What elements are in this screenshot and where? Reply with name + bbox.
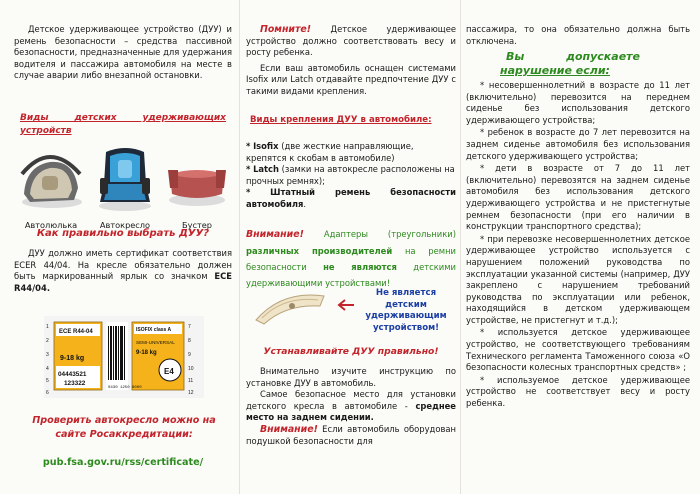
violations-heading-1a: Вы [506,50,525,63]
adapter-warning-text-5: детскими удерживающими устройствами! [246,262,456,288]
arrow-left-icon [336,298,356,312]
airbag-text: Если автомобиль оборудован подушкой безопасности для [246,423,456,446]
mount-item-latch [246,164,456,187]
airbag-label: Внимание! [260,423,318,435]
mount-desc: (две жесткие направляющие, крепятся к скобам в автомобиле) [246,141,414,163]
seat-caption-car-seat: Автокресло [99,220,151,230]
airbag-paragraph [246,424,456,447]
mount-bullet: * [246,187,251,198]
choose-heading: Как правильно выбрать ДУУ? [36,228,210,239]
label-right-weight: 9-18 kg [136,350,157,356]
callout-3: 3 [46,352,49,358]
booster-image [162,144,232,214]
safe-place-text: Самое безопасное место для установки детского кресла в автомобиле - [246,389,456,411]
mount-bullet: * [246,141,251,151]
label-left-code2: 123322 [64,380,86,387]
seat-caption-infant: Автолюлька [24,220,78,230]
remember-label: Помните! [260,24,312,35]
adapter-warning-text-1: Адаптеры (треугольники) [303,229,456,239]
callout-8: 8 [188,338,191,344]
seat-types-figure [14,144,232,234]
belt-adapter-image [252,288,328,328]
seat-types-heading: Виды детских удерживающих устройств [20,113,226,136]
car-seat-image [90,144,160,214]
safe-place-bold: среднее место на заднем сидении. [246,400,456,423]
callout-2: 2 [46,338,49,344]
violation-item: * используется детское удерживающее устройство, не соответствующего требованиям Технического регламента Таможенного союза «О безопасности колесных транспортных средств» ; [466,327,690,373]
mount-desc: . [303,198,307,209]
mount-name: Latch [253,164,279,175]
fold-line-right [460,0,461,494]
column-right [466,0,690,494]
column-middle [246,0,456,494]
adapter-warning-text-3: на ремни безопасности [246,246,456,272]
callout-12: 12 [188,390,194,396]
callout-9: 9 [188,352,191,358]
intro-paragraph: Детское удерживающее устройство (ДУУ) и ремень безопасности – средства пассивной безопасности, предназначенные для удержания водителя и пассажира автомобиля на месте в случае аварии либо внезапной остановки. [14,24,232,81]
mount-item-isofix [246,141,456,164]
label-left-title: ECE R44-04 [59,329,93,335]
violation-item: * при перевозке несовершеннолетних детское удерживающее устройство используется с нарушением положений руководства по эксплуатации указанной системы (например, ДУУ закреплено с нарушением требований руководства по эксплуатации или ребенок, находящийся в детском удерживающем устройстве, не пристегнут и т.д.); [466,233,690,325]
safe-place-paragraph [246,389,456,424]
certificate-url[interactable]: pub.fsa.gov.ru/rss/certificate/ [42,457,204,468]
label-right-title: ISOFIX class A [136,327,172,333]
check-heading: Проверить автокресло можно на сайте Росаккредитации: [32,415,216,440]
label-right-line: SEMI-UNIVERSAL [136,340,175,345]
mount-list [246,141,456,211]
mount-name: Isofix [253,141,279,151]
column-left [14,0,232,494]
mount-name: Штатный ремень безопасности автомобиля [246,187,456,209]
mount-desc: (замки на автокресле расположены на прочных ремнях); [246,164,455,186]
adapter-note: Не является детским удерживающим устройством! [365,288,447,333]
remember-block [246,24,456,98]
label-right-mark: E4 [164,367,174,376]
violations-heading-1b: допускаете [566,50,640,63]
choose-paragraph [14,248,232,294]
violation-item: * несовершеннолетний в возрасте до 11 лет (включительно) перевозится на переднем сиденье без использования детского удерживающего устройства; [466,80,690,125]
airbag-continuation: пассажира, то она обязательно должна быть отключена. [466,24,690,46]
violation-item: * используемое детское удерживающее устройство не соответствует весу и росту ребенка. [466,374,690,409]
barcode-number: 0430 1250 8000 [108,386,142,390]
violations-heading-2: нарушение если: [500,64,610,77]
adapter-warning-text-2: различных производителей [246,246,393,256]
adapter-warning-text-4: не являются [323,262,397,272]
infant-carrier-image [16,144,86,214]
callout-6: 6 [46,390,49,396]
barcode [106,322,128,390]
isofix-paragraph: Если ваш автомобиль оснащен системами Isofix или Latch отдавайте предпочтение ДУУ с такими видами крепления. [246,62,456,96]
violation-item: * дети в возрасте от 7 до 11 лет (включительно) перевозятся на заднем сиденье автомобиля без использования детского удерживающего устройства и не пристегнутые ремнем безопасности (при его наличии в конструкции транспортного средства); [466,163,690,232]
label-left-code1: 04443521 [58,371,87,378]
callout-4: 4 [46,366,49,372]
violations-list [466,80,690,411]
adapter-warning [246,226,456,291]
remember-text: Детское удерживающее устройство должно соответствовать весу и росту ребенка. [246,24,456,58]
install-block [246,366,456,447]
mount-bullet: * [246,164,251,175]
choose-standard: ECE R44/04. [14,271,232,293]
mount-heading: Виды крепления ДУУ в автомобиле: [250,115,432,125]
fold-line-left [239,0,240,494]
callout-10: 10 [188,366,194,372]
seat-caption-booster: Бустер [182,220,212,230]
callout-5: 5 [46,378,49,384]
violation-item: * ребенок в возрасте до 7 лет перевозится на заднем сиденье автомобиля без использования детского удерживающего устройства; [466,127,690,161]
study-paragraph: Внимательно изучите инструкцию по установке ДУУ в автомобиль. [246,366,456,388]
certification-label-image [44,316,204,398]
callout-7: 7 [188,324,191,330]
adapter-warning-label: Внимание! [246,229,304,240]
violations-heading [466,50,690,78]
choose-text: ДУУ должно иметь сертификат соответствия ECER 44/04. На кресле обязательно должен быть маркированный ярлык со значком [14,248,232,282]
mount-item-belt [246,187,456,210]
callout-1: 1 [46,324,49,330]
callout-11: 11 [188,378,194,384]
label-left-group: 9-18 kg [60,355,85,362]
install-heading: Устанавливайте ДУУ правильно! [263,346,439,357]
